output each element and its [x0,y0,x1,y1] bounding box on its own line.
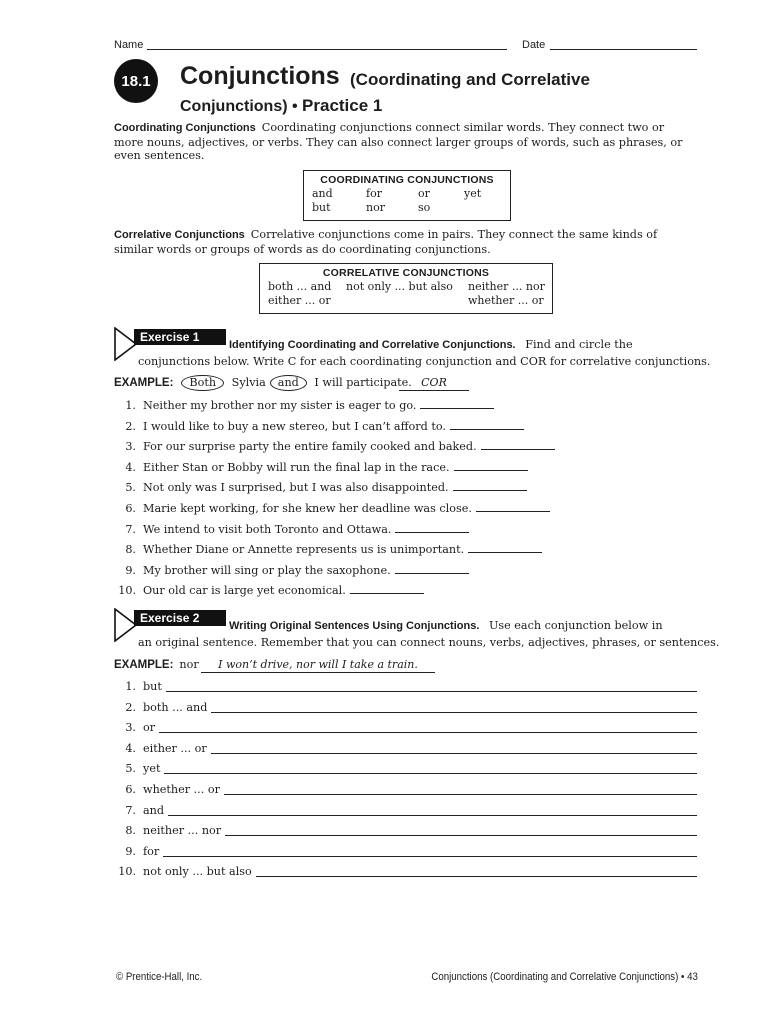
circled-word: Both [181,375,224,391]
answer-blank[interactable] [350,583,424,594]
footer-page-info: Conjunctions (Coordinating and Correlative Conjunctions) • 43 [431,971,698,983]
list-item [114,700,207,716]
correlative-text: Correlative conjunctions come in pairs. They connect the same kinds of similar words or groups of words as do coordinating conjunctions. [114,228,658,256]
list-item [114,419,524,435]
item-number: 2. [125,700,136,714]
exercise2-instr: Use each conjunction below in [488,619,663,632]
answer-blank[interactable] [453,480,527,491]
table-cell [346,294,468,308]
writing-line[interactable] [163,856,697,857]
table-cell: nor [366,201,385,214]
item-number: 10. [118,584,136,598]
table-cell: or [418,187,430,200]
table-cell: both ... and [268,280,332,293]
item-number: 9. [125,844,136,858]
item-number: 9. [125,563,136,577]
list-item [114,439,555,455]
table-cell: yet [464,187,482,200]
item-number: 4. [125,741,136,755]
example-text: Sylvia [231,376,266,389]
answer-blank[interactable] [450,419,524,430]
item-text: My brother will sing or play the saxophone. [143,563,391,577]
list-item [114,522,469,538]
list-item [114,720,155,736]
item-number: 10. [118,865,136,879]
table-row [312,187,481,201]
list-item [114,583,424,599]
correlative-paragraph [114,228,696,256]
example-label: EXAMPLE: [114,659,174,671]
item-text: but [143,680,162,693]
correlative-box-title: CORRELATIVE CONJUNCTIONS [322,267,490,279]
item-text: either ... or [143,741,207,755]
coordinating-text: Coordinating conjunctions connect similar words. They connect two or more nouns, adjectives, or verbs. They can also connect larger groups of words, such as phrases, or even sentences. [114,121,683,163]
list-item [114,823,221,839]
item-text: both ... and [143,700,208,714]
section-number-badge: 18.1 [114,59,158,103]
table-row [312,201,481,215]
name-field[interactable] [147,49,507,50]
item-number: 8. [125,824,136,838]
list-item [114,460,528,476]
exercise2-title: Writing Original Sentences Using Conjunctions. [229,620,480,632]
table-cell [464,201,481,215]
example-label: EXAMPLE: [114,377,174,389]
item-number: 3. [125,440,136,454]
page-subtitle: (Coordinating and Correlative [350,70,590,89]
example-answer: COR [399,376,469,391]
list-item [114,782,220,798]
exercise2-heading [229,619,663,632]
correlative-table [268,280,545,308]
item-number: 5. [125,481,136,495]
list-item [114,679,162,695]
table-cell: neither ... nor [468,280,545,293]
writing-line[interactable] [211,753,697,754]
list-item [114,501,550,517]
date-label: Date [522,39,546,51]
item-number: 8. [125,543,136,557]
item-text: Neither my brother nor my sister is eager to go. [143,399,417,412]
list-item [114,563,469,579]
list-item [114,542,542,558]
writing-line[interactable] [164,773,697,774]
table-cell: either ... or [268,294,331,307]
name-label: Name [114,39,144,51]
item-number: 7. [125,522,136,536]
item-text: not only ... but also [143,865,252,879]
writing-line[interactable] [166,691,697,692]
item-text: for [143,844,160,858]
answer-blank[interactable] [395,563,469,574]
correlative-lead: Correlative Conjunctions [114,229,245,241]
writing-line[interactable] [159,732,697,733]
list-item [114,803,164,819]
item-text: Not only was I surprised, but I was also disappointed. [143,481,449,495]
list-item [114,398,494,414]
writing-line[interactable] [168,815,697,816]
correlative-box [259,263,553,314]
answer-blank[interactable] [454,460,528,471]
list-item [114,741,207,757]
answer-blank[interactable] [395,522,469,533]
writing-line[interactable] [211,712,697,713]
item-text: neither ... nor [143,824,222,838]
exercise1-label: Exercise 1 [134,329,226,345]
exercise1-instr: Find and circle the [525,338,633,351]
item-text: or [143,721,156,735]
example-text: I will participate. [314,376,412,389]
coordinating-paragraph [114,121,696,163]
item-text: Either Stan or Bobby will run the final lap in the race. [143,460,450,474]
table-cell: so [418,201,431,214]
item-number: 4. [125,460,136,474]
exercise1-desc: conjunctions below. Write C for each coordinating conjunction and COR for correlative conjunctions. [138,355,711,368]
practice-label: Practice 1 [302,96,383,115]
table-cell: whether ... or [468,294,544,307]
list-item [114,864,252,880]
item-number: 7. [125,803,136,817]
table-cell: not only ... but also [346,280,453,293]
page-title: Conjunctions [180,62,340,90]
item-text: yet [143,762,161,776]
item-number: 6. [125,502,136,515]
list-item [114,761,160,777]
coordinating-box-title: COORDINATING CONJUNCTIONS [320,174,494,186]
exercise1-example [114,375,412,391]
coordinating-table [312,187,481,215]
item-text: For our surprise party the entire family cooked and baked. [143,440,477,454]
title-line2-text: Conjunctions) • [180,98,303,115]
answer-blank[interactable] [481,439,555,450]
coordinating-box [303,170,511,221]
item-text: and [143,803,165,817]
exercise2-label: Exercise 2 [134,610,226,626]
item-number: 3. [125,721,136,735]
answer-blank[interactable] [420,398,494,409]
item-text: I would like to buy a new stereo, but I can’t afford to. [143,419,446,433]
item-text: whether ... or [143,783,220,796]
item-number: 2. [125,419,136,433]
table-cell: and [312,187,333,200]
item-number: 1. [125,680,136,693]
exercise1-heading [229,338,633,351]
coordinating-lead: Coordinating Conjunctions [114,122,256,134]
date-field[interactable] [550,49,697,50]
answer-blank[interactable] [476,501,550,512]
item-text: We intend to visit both Toronto and Ottawa. [143,522,392,536]
list-item [114,844,159,860]
item-number: 5. [125,762,136,776]
exercise2-example [114,657,199,673]
page-title-line2 [180,96,382,116]
writing-line[interactable] [256,876,697,877]
item-text: Marie kept working, for she knew her deadline was close. [143,502,472,515]
exercise2-desc: an original sentence. Remember that you can connect nouns, verbs, adjectives, phrases, or sentences. [138,636,720,649]
writing-line[interactable] [224,794,697,795]
circled-word: and [270,375,307,391]
exercise1-title: Identifying Coordinating and Correlative Conjunctions. [229,339,516,351]
footer-copyright: © Prentice-Hall, Inc. [116,971,203,983]
item-number: 1. [125,399,136,412]
table-cell: for [366,187,382,200]
item-text: Our old car is large yet economical. [143,584,346,598]
writing-line[interactable] [225,835,697,836]
item-text: Whether Diane or Annette represents us is unimportant. [143,543,465,557]
example-word: nor [179,658,199,671]
item-number: 6. [125,783,136,796]
table-row [268,280,545,294]
table-cell: but [312,201,331,214]
table-row [268,294,545,308]
list-item [114,480,527,496]
answer-blank[interactable] [468,542,542,553]
example-answer: I won’t drive, nor will I take a train. [201,658,435,673]
